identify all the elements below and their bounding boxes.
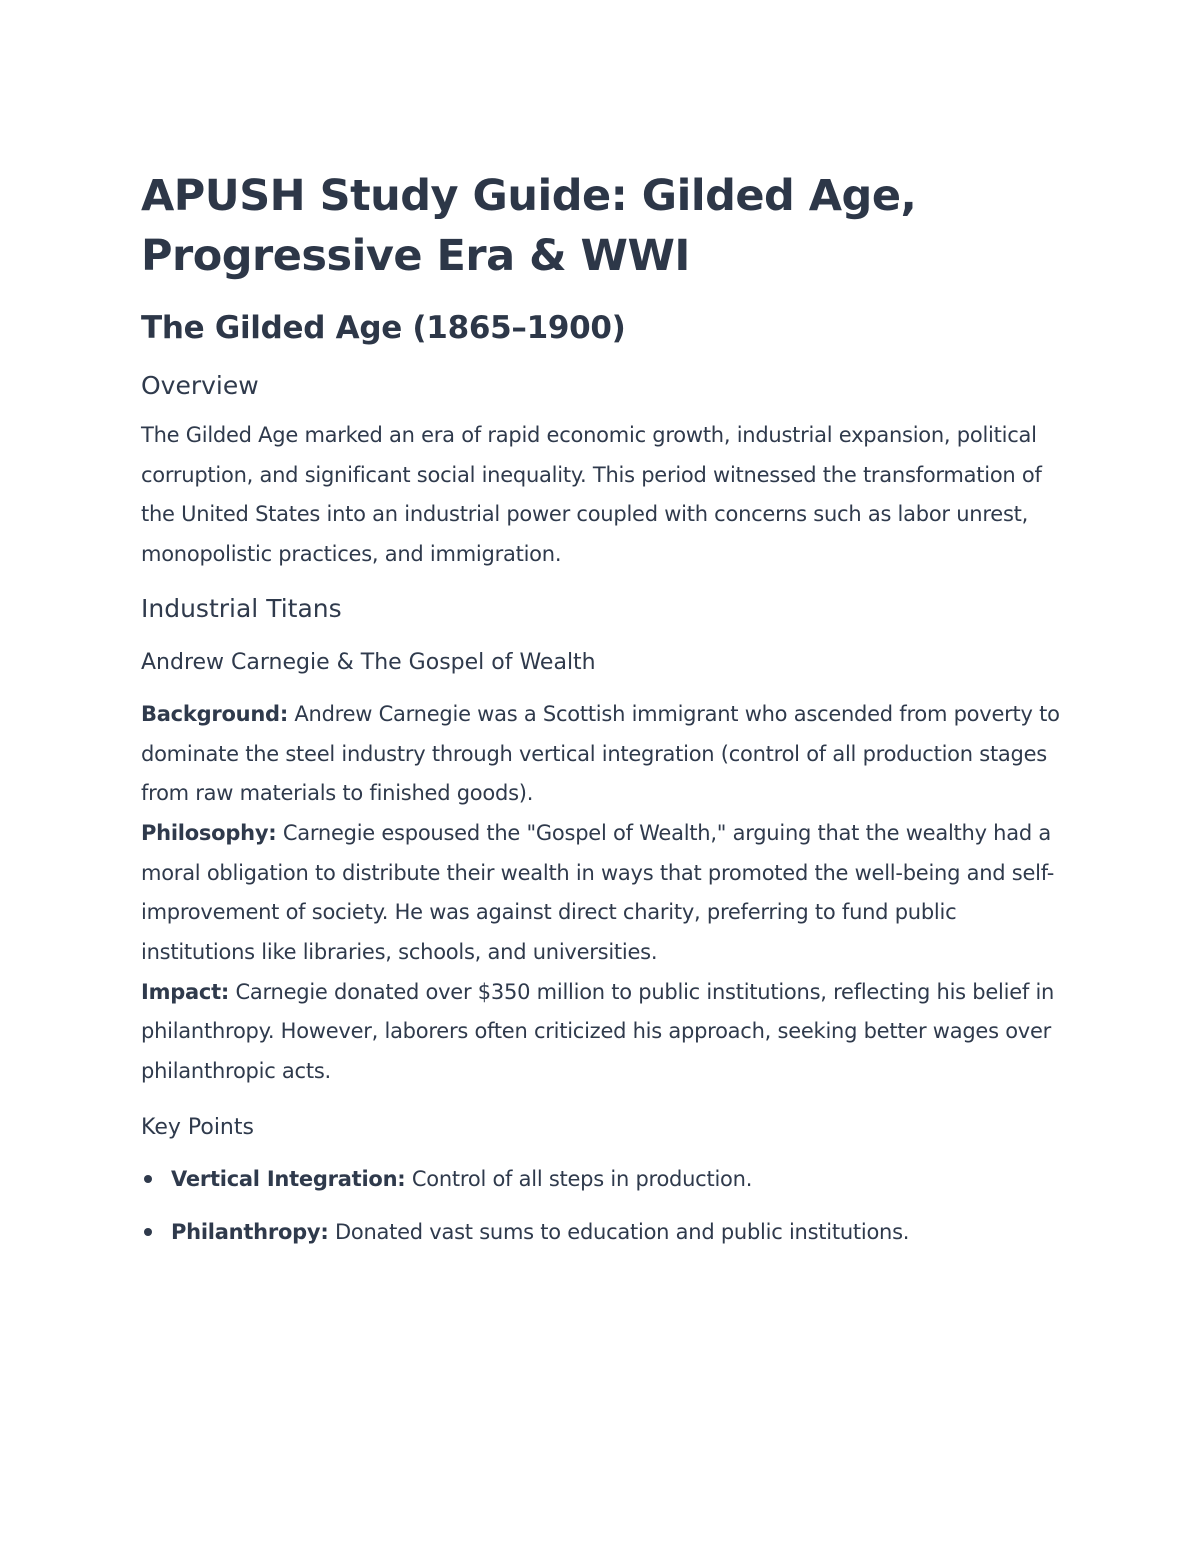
list-item [141,1215,1071,1249]
background-label: Background: [141,701,288,726]
bullet-icon [144,1175,152,1183]
list-item [141,1162,1071,1196]
key-point-label: Philanthropy: [171,1219,329,1244]
title-line-2: Progressive Era & WWI [141,231,690,281]
key-points-list [141,1162,1071,1249]
impact-label: Impact: [141,979,230,1004]
carnegie-details-paragraph [141,695,1071,1092]
background-text: Andrew Carnegie was a Scottish immigrant who ascended from poverty to dominate the steel industry through vertical integration (control of all production stages from raw materials to finished goods). [141,701,1060,806]
key-points-heading: Key Points [141,1114,254,1140]
key-point-text: Control of all steps in production. [405,1166,753,1191]
philosophy-label: Philosophy: [141,820,277,845]
overview-heading: Overview [141,371,259,400]
section-title: The Gilded Age (1865–1900) [141,310,626,346]
overview-paragraph: The Gilded Age marked an era of rapid economic growth, industrial expansion, political corruption, and significant social inequality. This period witnessed the transformation of the United States into an industrial power coupled with concerns such as labor unrest, monopolistic practices, and immigration. [141,423,1042,567]
document-title [141,166,1071,286]
document-page [141,166,1071,1268]
industrial-titans-heading: Industrial Titans [141,593,342,623]
key-point-label: Vertical Integration: [171,1166,406,1191]
key-point-text: Donated vast sums to education and public institutions. [328,1219,910,1244]
impact-text: Carnegie donated over $350 million to public institutions, reflecting his belief in philanthropy. However, laborers often criticized his approach, seeking better wages over philanthropic acts. [141,979,1055,1084]
title-line-1: APUSH Study Guide: Gilded Age, [141,171,917,221]
carnegie-heading: Andrew Carnegie & The Gospel of Wealth [141,649,596,675]
bullet-icon [144,1228,152,1236]
philosophy-text: Carnegie espoused the "Gospel of Wealth," arguing that the wealthy had a moral obligation to distribute their wealth in ways that promoted the well-being and self-improvement of society. He was against direct charity, preferring to fund public institutions like libraries, schools, and universities. [141,820,1055,965]
